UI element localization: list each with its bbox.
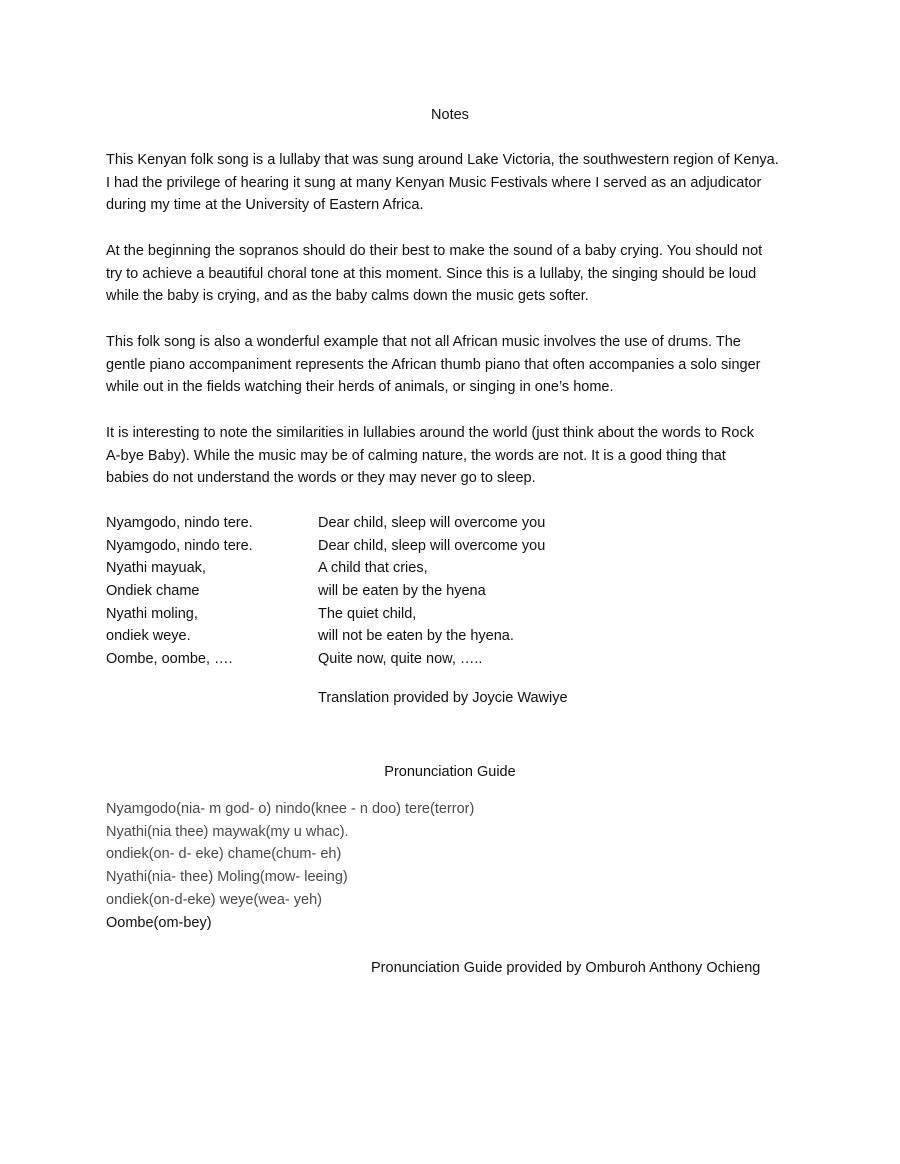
lyric-original: Nyamgodo, nindo tere.: [106, 515, 253, 531]
lyric-translation: Quite now, quite now, …..: [318, 651, 483, 668]
lyric-row: [106, 512, 666, 535]
translation-credit: Translation provided by Joycie Wawiye: [318, 690, 568, 706]
lyric-row: [106, 557, 666, 580]
pronunciation-guide: [106, 798, 706, 934]
paragraph-line: try to achieve a beautiful choral tone at this moment. Since this is a lullaby, the singing should be loud: [106, 265, 757, 282]
lyric-translation: will be eaten by the hyena: [318, 583, 486, 600]
paragraph-line: babies do not understand the words or they may never go to sleep.: [106, 470, 536, 487]
pronunciation-line: ondiek(on-d-eke) weye(wea- yeh): [106, 891, 322, 908]
lyric-original: Oombe, oombe, ….: [106, 651, 233, 668]
paragraph-accompaniment: [106, 331, 796, 399]
paragraph-line: This Kenyan folk song is a lullaby that was sung around Lake Victoria, the southwestern region of Kenya.: [106, 152, 779, 168]
paragraph-origin: [106, 149, 796, 217]
pronunciation-line: Nyathi(nia thee) maywak(my u whac).: [106, 823, 349, 840]
paragraph-line: while out in the fields watching their herds of animals, or singing in one’s home.: [106, 379, 614, 396]
paragraph-performance: [106, 240, 796, 308]
paragraph-line: while the baby is crying, and as the baby calms down the music gets softer.: [106, 288, 589, 305]
paragraph-line: This folk song is also a wonderful example that not all African music involves the use of drums. The: [106, 334, 741, 350]
lyric-row: [106, 625, 666, 648]
pronunciation-heading: Pronunciation Guide: [384, 764, 516, 780]
paragraph-line: It is interesting to note the similarities in lullabies around the world (just think about the words to Rock: [106, 425, 754, 441]
paragraph-lullabies: [106, 422, 796, 490]
pronunciation-line: Nyamgodo(nia- m god- o) nindo(knee - n doo) tere(terror): [106, 801, 475, 817]
pronunciation-credit: Pronunciation Guide provided by Omburoh Anthony Ochieng: [371, 960, 761, 976]
paragraph-line: A-bye Baby). While the music may be of calming nature, the words are not. It is a good thing that: [106, 447, 726, 464]
lyric-translation: will not be eaten by the hyena.: [318, 628, 514, 645]
pronunciation-line: Nyathi(nia- thee) Moling(mow- leeing): [106, 869, 348, 886]
lyric-translation: A child that cries,: [318, 560, 428, 577]
lyric-row: [106, 648, 666, 671]
page-title: Notes: [431, 107, 469, 123]
lyrics-table: [106, 512, 666, 671]
lyric-original: ondiek weye.: [106, 628, 191, 645]
paragraph-line: gentle piano accompaniment represents the African thumb piano that often accompanies a solo singer: [106, 356, 761, 373]
lyric-original: Ondiek chame: [106, 583, 200, 600]
lyric-original: Nyathi moling,: [106, 605, 198, 622]
lyric-row: [106, 603, 666, 626]
lyric-original: Nyamgodo, nindo tere.: [106, 537, 253, 554]
lyric-translation: Dear child, sleep will overcome you: [318, 515, 546, 531]
lyric-original: Nyathi mayuak,: [106, 560, 206, 577]
lyric-row: [106, 535, 666, 558]
lyric-row: [106, 580, 666, 603]
paragraph-line: I had the privilege of hearing it sung at many Kenyan Music Festivals where I served as an adjudicator: [106, 174, 762, 191]
paragraph-line: At the beginning the sopranos should do their best to make the sound of a baby crying. You should not: [106, 243, 763, 259]
lyric-translation: The quiet child,: [318, 605, 417, 622]
paragraph-line: during my time at the University of Eastern Africa.: [106, 197, 424, 214]
pronunciation-line: Oombe(om-bey): [106, 914, 212, 931]
lyric-translation: Dear child, sleep will overcome you: [318, 537, 546, 554]
pronunciation-line: ondiek(on- d- eke) chame(chum- eh): [106, 846, 342, 863]
